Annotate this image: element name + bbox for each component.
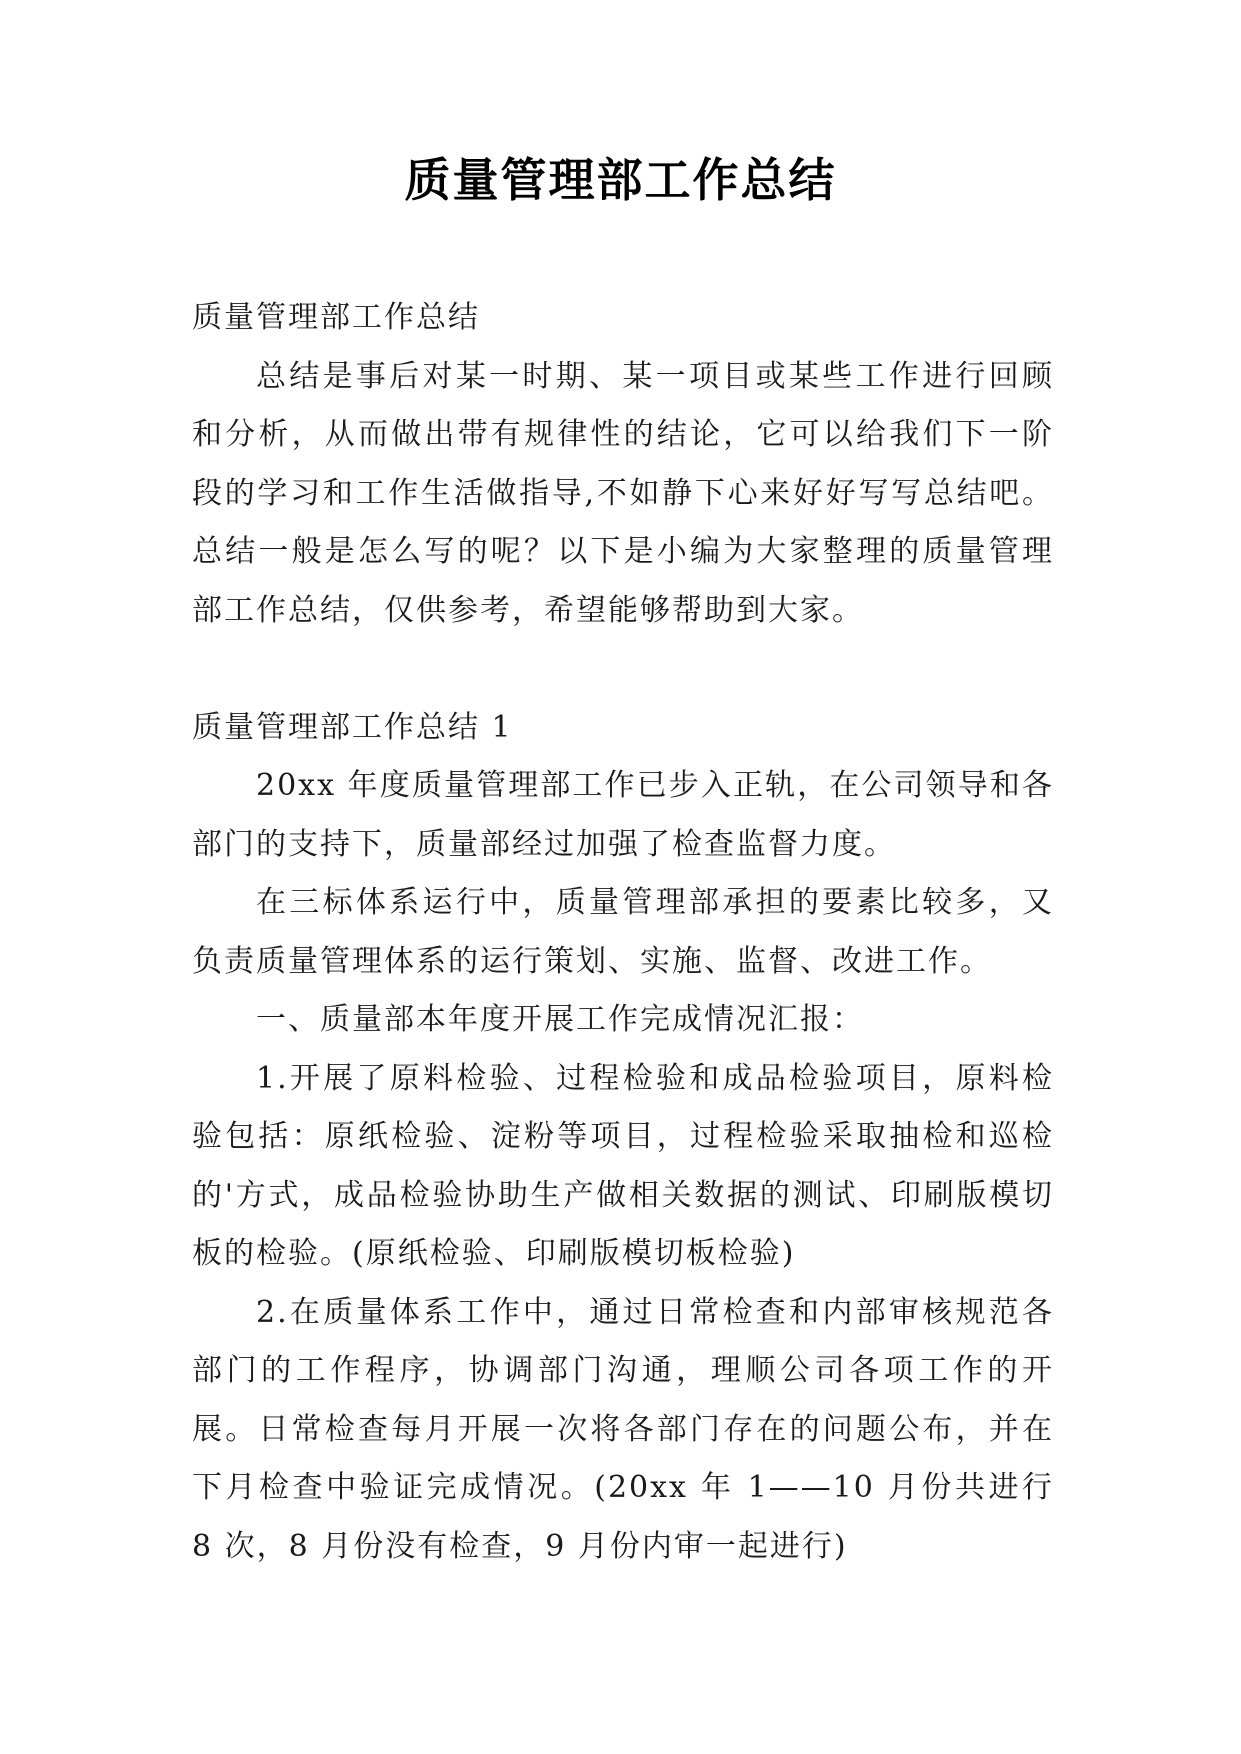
paragraph: 20xx 年度质量管理部工作已步入正轨，在公司领导和各部门的支持下，质量部经过加强了检查监督力度。 bbox=[192, 768, 1054, 862]
paragraph: 一、质量部本年度开展工作完成情况汇报： bbox=[256, 1002, 864, 1037]
section-heading: 质量管理部工作总结 1 bbox=[192, 709, 513, 745]
section-spacer bbox=[192, 640, 1054, 699]
intro-heading: 质量管理部工作总结 bbox=[192, 300, 480, 335]
paragraph: 1.开展了原料检验、过程检验和成品检验项目，原料检验包括：原纸检验、淀粉等项目，过程检验采取抽检和巡检的'方式，成品检验协助生产做相关数据的测试、印刷版模切板的检验。(原纸检验、印刷版模切板检验) bbox=[192, 1060, 1054, 1271]
intro-paragraph: 总结是事后对某一时期、某一项目或某些工作进行回顾和分析，从而做出带有规律性的结论，它可以给我们下一阶段的学习和工作生活做指导,不如静下心来好好写写总结吧。总结一般是怎么写的呢？以下是小编为大家整理的质量管理部工作总结，仅供参考，希望能够帮助到大家。 bbox=[192, 358, 1054, 628]
document-body bbox=[192, 289, 1054, 1576]
document-title: 质量管理部工作总结 bbox=[404, 153, 837, 207]
paragraph: 在三标体系运行中，质量管理部承担的要素比较多，又负责质量管理体系的运行策划、实施、监督、改进工作。 bbox=[192, 885, 1054, 979]
paragraph: 2.在质量体系工作中，通过日常检查和内部审核规范各部门的工作程序，协调部门沟通，理顺公司各项工作的开展。日常检查每月开展一次将各部门存在的问题公布，并在下月检查中验证完成情况。(20xx 年 1——10 月份共进行 8 次，8 月份没有检查，9 月份内审一起进行) bbox=[192, 1294, 1054, 1564]
